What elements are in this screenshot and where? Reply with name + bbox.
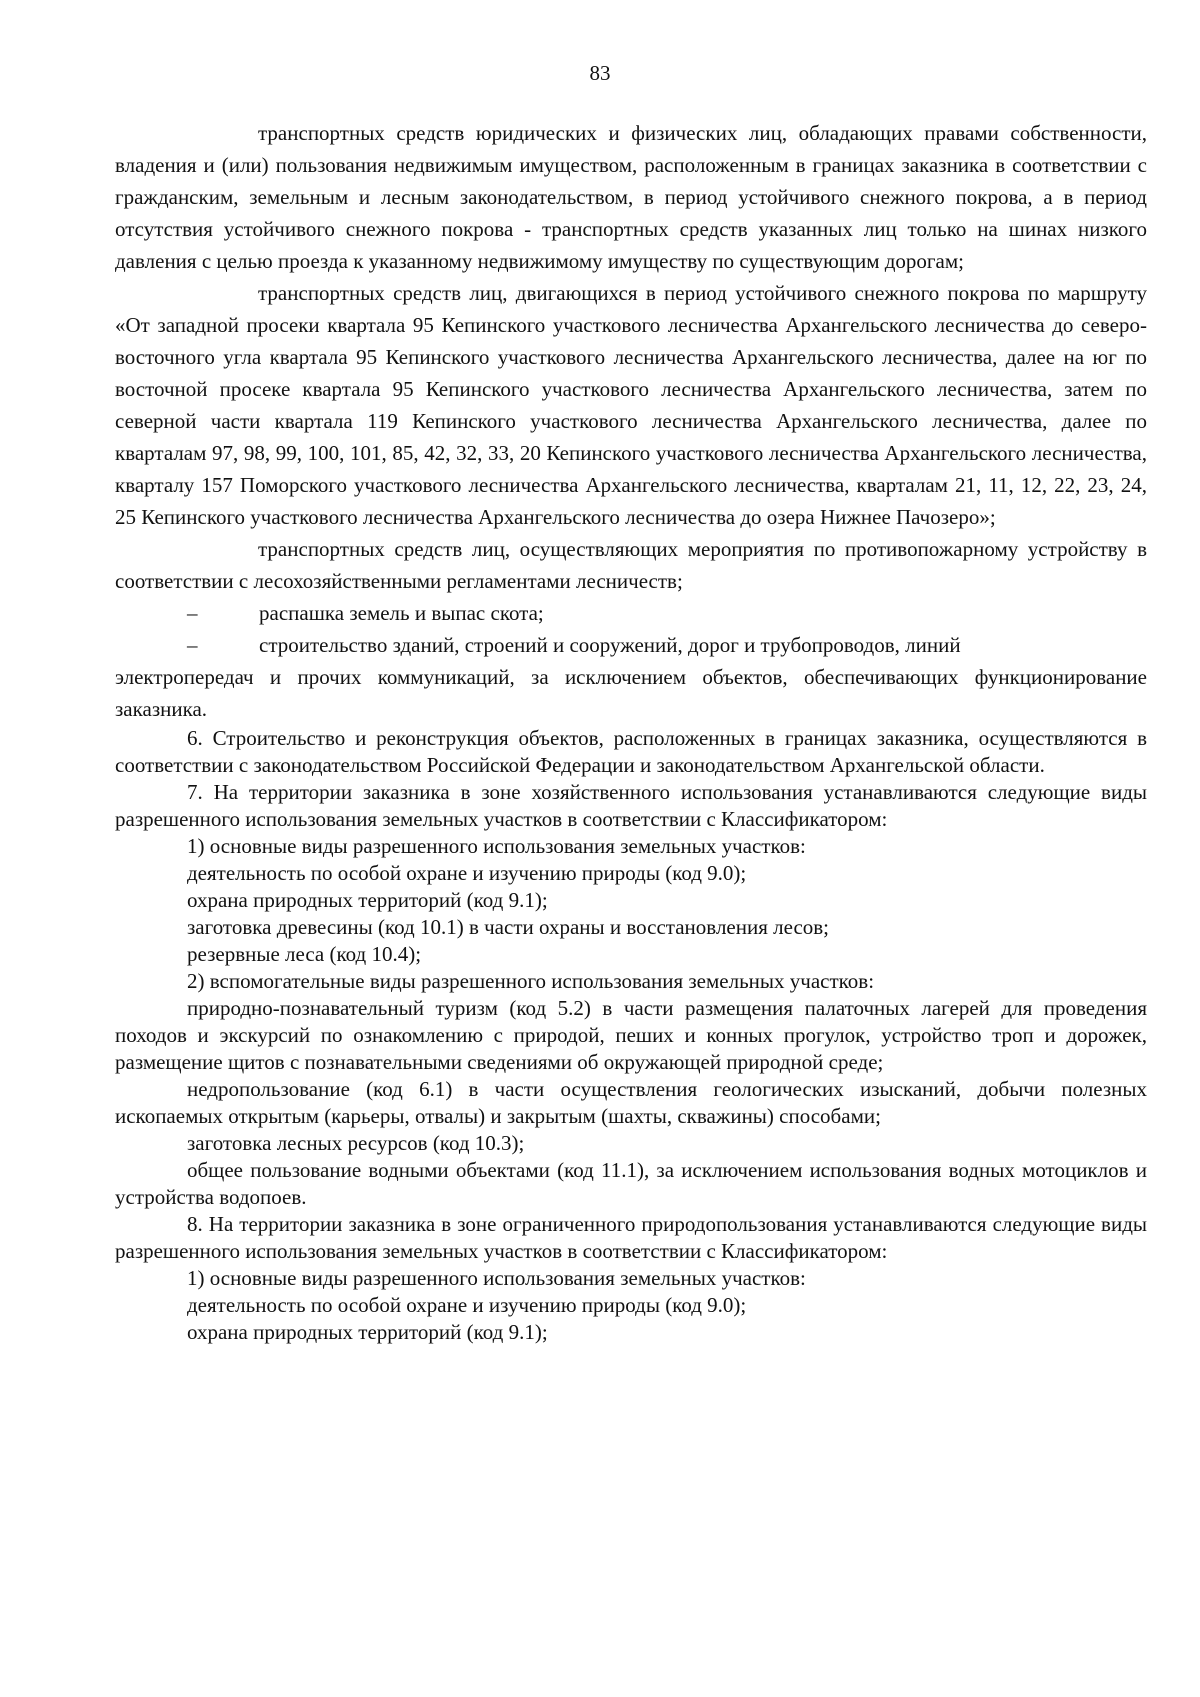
paragraph-7: 7. На территории заказника в зоне хозяйственного использования устанавливаются следующие виды разрешенного использования земельных участков в соответствии с Классификатором: (115, 780, 1147, 831)
list-item-construction-continuation: электропередач и прочих коммуникаций, за исключением объектов, обеспечивающих функционирование заказника. (115, 665, 1147, 721)
paragraph-7-1-d: резервные леса (код 10.4); (187, 942, 422, 966)
paragraph-7-2: 2) вспомогательные виды разрешенного использования земельных участков: (187, 969, 875, 993)
paragraph-8-1-a: деятельность по особой охране и изучению природы (код 9.0); (187, 1293, 747, 1317)
paragraph-6: 6. Строительство и реконструкция объектов, расположенных в границах заказника, осуществляются в соответствии с законодательством Российской Федерации и законодательством Архангельской области. (115, 726, 1147, 777)
paragraph-7-1-a: деятельность по особой охране и изучению природы (код 9.0); (187, 861, 747, 885)
paragraph-7-2-c: заготовка лесных ресурсов (код 10.3); (187, 1131, 525, 1155)
paragraph-8-1: 1) основные виды разрешенного использования земельных участков: (187, 1266, 806, 1290)
page-number: 83 (589, 61, 611, 85)
paragraph-7-2-b: недропользование (код 6.1) в части осуществления геологических изысканий, добычи полезных ископаемых открытым (карьеры, отвалы) и закрытым (шахты, скважины) способами; (115, 1077, 1147, 1128)
paragraph-firefighting-transport: транспортных средств лиц, осуществляющих мероприятия по противопожарному устройству в соответствии с лесохозяйственными регламентами лесничеств; (115, 537, 1147, 593)
list-item-text: строительство зданий, строений и сооружений, дорог и трубопроводов, линий (259, 633, 961, 657)
paragraph-7-1-c: заготовка древесины (код 10.1) в части охраны и восстановления лесов; (187, 915, 830, 939)
list-item-text: распашка земель и выпас скота; (259, 601, 544, 625)
list-item-plowing (115, 597, 1147, 629)
paragraph-7-2-d: общее пользование водными объектами (код 11.1), за исключением использования водных мотоциклов и устройства водопоев. (115, 1158, 1147, 1209)
paragraph-route-transport: транспортных средств лиц, двигающихся в период устойчивого снежного покрова по маршруту «От западной просеки квартала 95 Кепинского участкового лесничества Архангельского лесничества до северо-восточного угла квартала 95 Кепинского участкового лесничества Архангельского лесничества, далее на юг по восточной просеке квартала 95 Кепинского участкового лесничества Архангельского лесничества, затем по северной части квартала 119 Кепинского участкового лесничества Архангельского лесничества, далее по кварталам 97, 98, 99, 100, 101, 85, 42, 32, 33, 20 Кепинского участкового лесничества Архангельского лесничества, кварталу 157 Поморского участкового лесничества Архангельского лесничества, кварталам 21, 11, 12, 22, 23, 24, 25 Кепинского участкового лесничества Архангельского лесничества до озера Нижнее Пачозеро»; (115, 281, 1147, 529)
paragraph-7-2-a: природно-познавательный туризм (код 5.2) в части размещения палаточных лагерей для проведения походов и экскурсий по ознакомлению с природой, пеших и конных прогулок, устройство троп и дорожек, размещение щитов с познавательными сведениями об окружающей природной среде; (115, 996, 1147, 1074)
dash-marker: – (187, 633, 198, 657)
paragraph-8-1-b: охрана природных территорий (код 9.1); (187, 1320, 548, 1344)
document-body (115, 117, 1147, 1346)
paragraph-7-1: 1) основные виды разрешенного использования земельных участков: (187, 834, 806, 858)
paragraph-owners-transport: транспортных средств юридических и физических лиц, обладающих правами собственности, владения и (или) пользования недвижимым имуществом, расположенным в границах заказника в соответствии с гражданским, земельным и лесным законодательством, в период устойчивого снежного покрова, а в период отсутствия устойчивого снежного покрова - транспортных средств указанных лиц только на шинах низкого давления с целью проезда к указанному недвижимому имуществу по существующим дорогам; (115, 121, 1147, 273)
list-item-construction (115, 629, 1147, 661)
dash-marker: – (187, 601, 198, 625)
paragraph-8: 8. На территории заказника в зоне ограниченного природопользования устанавливаются следующие виды разрешенного использования земельных участков в соответствии с Классификатором: (115, 1212, 1147, 1263)
paragraph-7-1-b: охрана природных территорий (код 9.1); (187, 888, 548, 912)
